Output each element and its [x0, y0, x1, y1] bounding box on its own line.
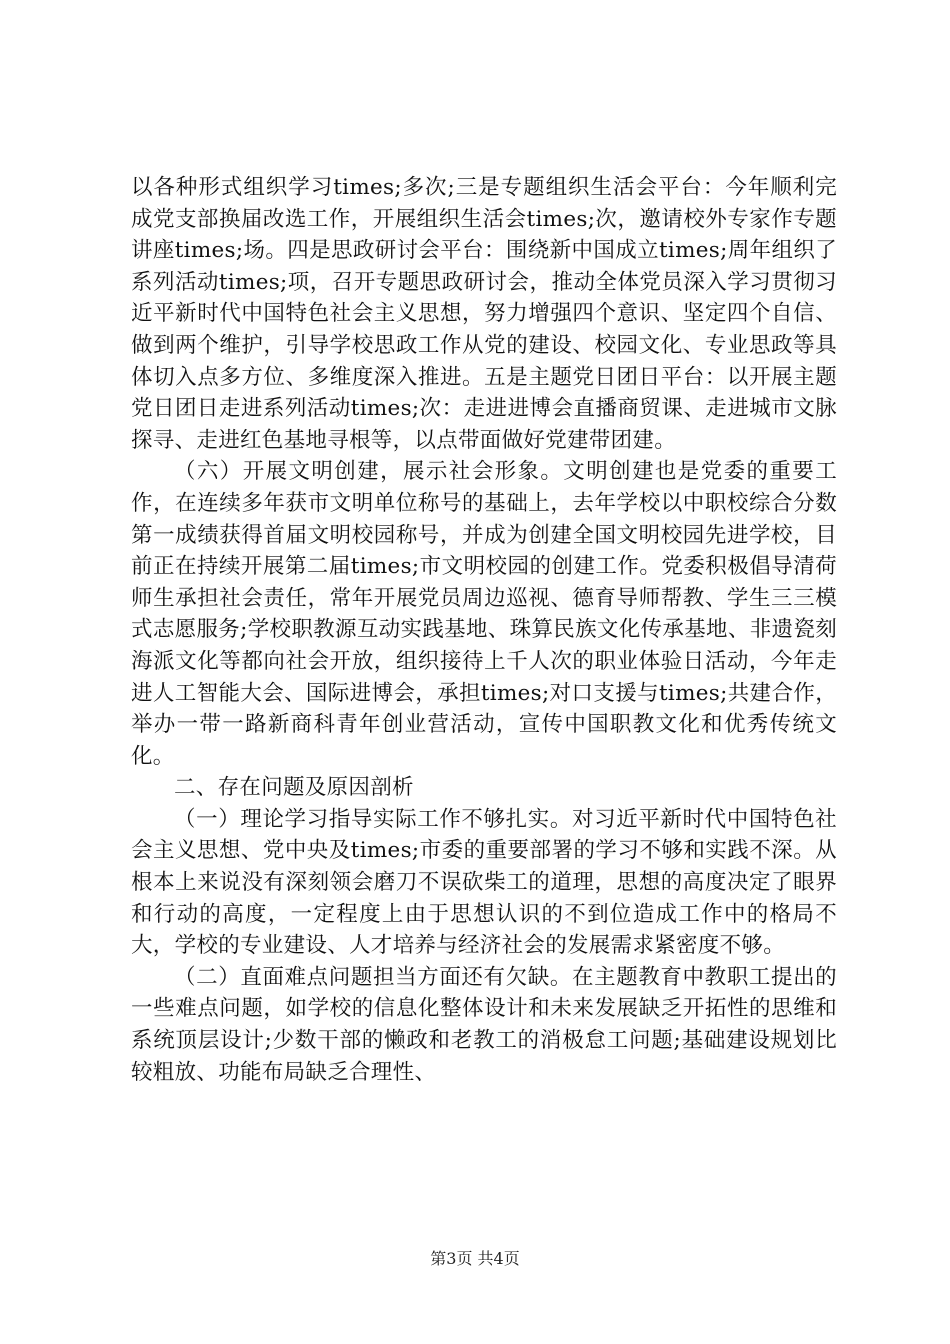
- section-heading-problems: 二、存在问题及原因剖析: [174, 775, 414, 801]
- document-body: [131, 172, 837, 1088]
- paragraph-difficult-issues: （二）直面难点问题担当方面还有欠缺。在主题教育中教职工提出的一些难点问题，如学校的信息化整体设计和未来发展缺乏开拓性的思维和系统顶层设计;少数干部的懒政和老教工的消极怠工问题;基础建设规划比较粗放、功能布局缺乏合理性、: [131, 964, 837, 1085]
- paragraph-platforms: 以各种形式组织学习times;多次;三是专题组织生活会平台：今年顺利完成党支部换届改选工作，开展组织生活会times;次，邀请校外专家作专题讲座times;场。四是思政研讨会平台：围绕新中国成立times;周年组织了系列活动times;项，召开专题思政研讨会，推动全体党员深入学习贯彻习近平新时代中国特色社会主义思想，努力增强四个意识、坚定四个自信、做到两个维护，引导学校思政工作从党的建设、校园文化、专业思政等具体切入点多方位、多维度深入推进。五是主题党日团日平台：以开展主题党日团日走进系列活动times;次：走进进博会直播商贸课、走进城市文脉探寻、走进红色基地寻根等，以点带面做好党建带团建。: [131, 175, 837, 453]
- paragraph-civilization: （六）开展文明创建，展示社会形象。文明创建也是党委的重要工作，在连续多年获市文明单位称号的基础上，去年学校以中职校综合分数第一成绩获得首届文明校园称号，并成为创建全国文明校园先进学校，目前正在持续开展第二届times;市文明校园的创建工作。党委积极倡导清荷师生承担社会责任，常年开展党员周边巡视、德育导师帮教、学生三三模式志愿服务;学校职教源互动实践基地、珠算民族文化传承基地、非遗瓷刻海派文化等都向社会开放，组织接待上千人次的职业体验日活动，今年走进人工智能大会、国际进博会，承担times;对口支援与times;共建合作，举办一带一路新商科青年创业营活动，宣传中国职教文化和优秀传统文化。: [131, 459, 837, 769]
- paragraph-theory-study: （一）理论学习指导实际工作不够扎实。对习近平新时代中国特色社会主义思想、党中央及times;市委的重要部署的学习不够和实践不深。从根本上来说没有深刻领会磨刀不误砍柴工的道理，思想的高度决定了眼界和行动的高度，一定程度上由于思想认识的不到位造成工作中的格局不大，学校的专业建设、人才培养与经济社会的发展需求紧密度不够。: [131, 806, 837, 959]
- page-number-footer: 第3页 共4页: [430, 1249, 520, 1268]
